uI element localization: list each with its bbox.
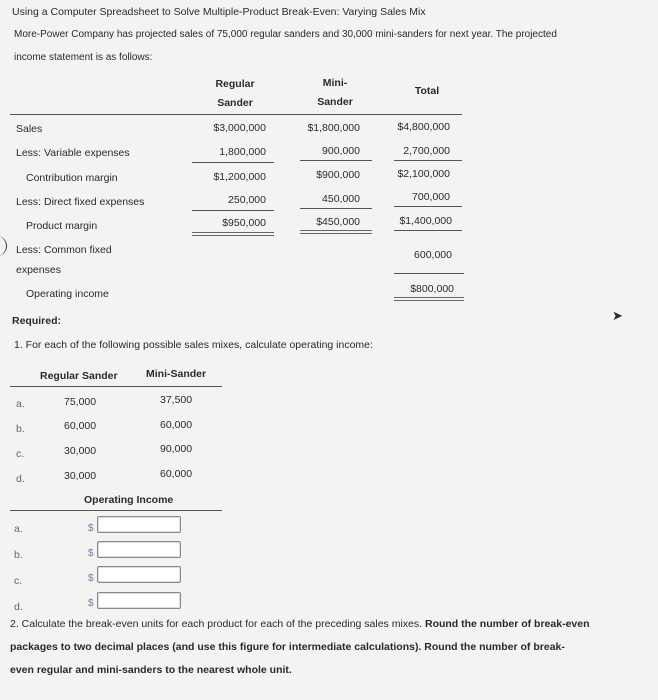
required-heading: Required: — [12, 315, 62, 327]
mix-regular-value: 75,000 — [64, 396, 97, 408]
rule-var-regular — [192, 162, 274, 163]
mix-mini-value: 90,000 — [160, 443, 193, 455]
sales-regular: $3,000,000 — [213, 122, 266, 134]
row-label-product-margin: Product margin — [26, 220, 98, 232]
double-rule-regular — [192, 232, 274, 236]
dollar-sign: $ — [88, 548, 94, 559]
var-exp-total: 2,700,000 — [403, 145, 450, 157]
rule-pm-total — [394, 230, 462, 231]
mix-letter: d. — [16, 473, 25, 485]
answer-letter: a. — [14, 523, 23, 535]
question-1-text: 1. For each of the following possible sales mixes, calculate operating income: — [14, 339, 373, 351]
answer-letter: c. — [14, 575, 23, 587]
rule-fixed-mini — [300, 208, 372, 209]
var-exp-mini: 900,000 — [322, 145, 360, 157]
intro-text-line1: More-Power Company has projected sales of 75,000 regular sanders and 30,000 mini-sanders for next year. The projected — [14, 29, 557, 40]
contrib-total: $2,100,000 — [397, 168, 450, 180]
mix-regular-value: 30,000 — [64, 470, 97, 482]
operating-income-input-b[interactable] — [97, 541, 181, 558]
oi-header-rule — [10, 510, 222, 511]
question-2-line1-bold: Round the number of break-even — [424, 618, 590, 630]
rule-common-total — [394, 273, 464, 274]
row-label-operating-income: Operating income — [26, 288, 109, 300]
operating-income-input-c[interactable] — [97, 566, 181, 583]
mix-letter: c. — [16, 448, 25, 460]
question-2-line1-plain: 2. Calculate the break-even units for each product for each of the preceding sales mixes. — [10, 618, 425, 630]
mix-regular-value: 30,000 — [64, 445, 97, 457]
fixed-total: 700,000 — [412, 191, 450, 203]
double-rule-mini — [300, 230, 372, 234]
col-header-mini-l2: Sander — [317, 96, 353, 108]
row-label-direct-fixed: Less: Direct fixed expenses — [16, 196, 145, 208]
mix-letter: a. — [16, 398, 25, 410]
header-rule — [10, 114, 462, 115]
question-2-line2: packages to two decimal places (and use this figure for intermediate calculations). Round the number of break- — [10, 641, 565, 653]
contrib-mini: $900,000 — [316, 169, 360, 181]
pm-total: $1,400,000 — [399, 215, 452, 227]
cursor-pointer-icon: ➤ — [612, 308, 623, 323]
double-rule-oi-total — [394, 297, 464, 301]
common-fixed-total: 600,000 — [414, 249, 452, 261]
contrib-regular: $1,200,000 — [213, 171, 266, 183]
page-title: Using a Computer Spreadsheet to Solve Multiple-Product Break-Even: Varying Sales Mix — [12, 6, 426, 18]
operating-income-input-a[interactable] — [97, 516, 181, 533]
row-label-contribution-margin: Contribution margin — [26, 172, 118, 184]
dollar-sign: $ — [88, 573, 94, 584]
answer-letter: d. — [14, 601, 23, 613]
col-header-mini-l1: Mini- — [322, 77, 348, 89]
rule-fixed-total — [394, 206, 462, 207]
mix-mini-value: 60,000 — [160, 419, 193, 431]
row-label-sales: Sales — [16, 123, 43, 135]
col-header-regular-l2: Sander — [217, 97, 253, 109]
mix-header-mini: Mini-Sander — [146, 368, 207, 380]
mix-letter: b. — [16, 423, 25, 435]
fixed-regular: 250,000 — [228, 194, 266, 206]
col-header-total: Total — [414, 85, 440, 97]
pm-mini: $450,000 — [316, 216, 360, 228]
dollar-sign: $ — [88, 523, 94, 534]
intro-text-line2: income statement is as follows: — [14, 52, 153, 63]
answer-letter: b. — [14, 549, 23, 561]
col-header-regular-l1: Regular — [215, 78, 255, 90]
var-exp-regular: 1,800,000 — [219, 146, 266, 158]
page-curl-bracket — [0, 236, 7, 256]
oi-header: Operating Income — [84, 494, 174, 506]
operating-income-total: $800,000 — [410, 283, 454, 295]
question-2-line3: even regular and mini-sanders to the nearest whole unit. — [10, 664, 292, 676]
row-label-variable-expenses: Less: Variable expenses — [16, 147, 130, 159]
mix-header-regular: Regular Sander — [40, 370, 118, 382]
dollar-sign: $ — [88, 598, 94, 609]
mix-mini-value: 37,500 — [160, 394, 193, 406]
operating-income-input-d[interactable] — [97, 592, 181, 609]
rule-var-total — [394, 160, 462, 161]
rule-var-mini — [300, 160, 372, 161]
question-2-line1 — [10, 618, 590, 630]
sales-total: $4,800,000 — [397, 121, 450, 133]
mix-mini-value: 60,000 — [160, 468, 193, 480]
row-label-common-fixed-l2: expenses — [16, 264, 61, 276]
mix-regular-value: 60,000 — [64, 420, 97, 432]
rule-fixed-regular — [192, 210, 274, 211]
mix-header-rule — [10, 386, 222, 387]
pm-regular: $950,000 — [222, 217, 266, 229]
row-label-common-fixed-l1: Less: Common fixed — [16, 244, 112, 256]
fixed-mini: 450,000 — [322, 193, 360, 205]
sales-mini: $1,800,000 — [307, 122, 360, 134]
